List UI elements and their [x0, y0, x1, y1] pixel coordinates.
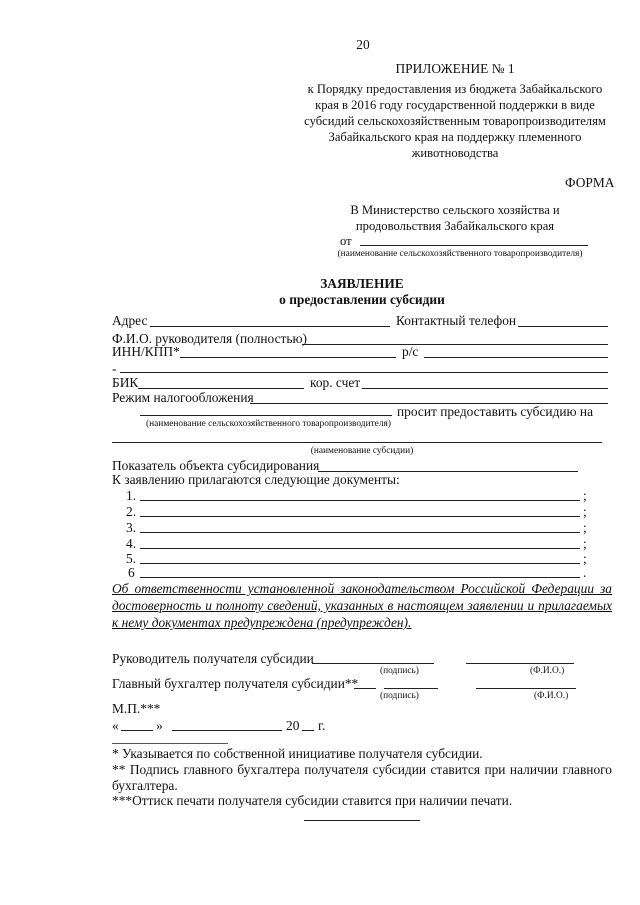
- doc-field[interactable]: [140, 532, 580, 533]
- doc-number: 3.: [126, 520, 137, 535]
- inn-field[interactable]: [180, 357, 396, 358]
- extra-field[interactable]: [120, 372, 608, 373]
- doc-semicolon: ;: [583, 488, 587, 503]
- footnote: ** Подпись главного бухгалтера получателя субсидии ставится при наличии главного бухгалтера.: [112, 762, 612, 793]
- doc-semicolon: ;: [583, 504, 587, 519]
- appendix-line: Забайкальского края на поддержку племенного: [328, 130, 582, 144]
- accountant-signature-field[interactable]: [354, 688, 376, 689]
- tax-label: Режим налогообложения: [112, 390, 254, 405]
- statement-subtitle: о предоставлении субсидии: [279, 292, 445, 307]
- bik-field[interactable]: [138, 388, 304, 389]
- requests-text: просит предоставить субсидию на: [397, 404, 594, 419]
- doc-number: 4.: [126, 536, 137, 551]
- bik-label: БИК: [112, 375, 139, 390]
- producer-field[interactable]: [140, 415, 392, 416]
- date-year-field[interactable]: [302, 730, 314, 731]
- doc-semicolon: ;: [583, 536, 587, 551]
- date-year-prefix: 20: [286, 718, 300, 733]
- bottom-separator: [304, 820, 420, 821]
- sign-hint: (подпись): [380, 666, 419, 676]
- account-field[interactable]: [424, 357, 608, 358]
- date-year-suffix: г.: [318, 718, 326, 733]
- doc-number: 6: [128, 565, 135, 580]
- appendix-title: ПРИЛОЖЕНИЕ № 1: [395, 61, 515, 76]
- doc-semicolon: ;: [583, 551, 587, 566]
- account-label: р/с: [402, 344, 419, 359]
- appendix-line: субсидий сельскохозяйственным товаропроизводителям: [304, 114, 606, 128]
- address-label: Адрес: [112, 313, 148, 328]
- footnote-separator: [112, 743, 228, 744]
- doc-field[interactable]: [140, 516, 580, 517]
- doc-number: 2.: [126, 504, 137, 519]
- accountant-signature-label: Главный бухгалтер получателя субсидии**: [112, 676, 359, 691]
- head-name-sign-field[interactable]: [466, 663, 574, 664]
- appendix-line: к Порядку предоставления из бюджета Забайкальского: [307, 82, 603, 96]
- sign-hint: (подпись): [380, 691, 419, 701]
- head-name-field[interactable]: [302, 344, 608, 345]
- addressee-line: В Министерство сельского хозяйства и: [350, 203, 560, 217]
- corr-field[interactable]: [362, 388, 608, 389]
- corr-label: кор. счет: [310, 375, 361, 390]
- doc-period: .: [583, 565, 587, 580]
- doc-field[interactable]: [140, 577, 580, 578]
- attached-label: К заявлению прилагаются следующие документы:: [112, 472, 400, 487]
- doc-number: 5.: [126, 551, 137, 566]
- from-label: от: [340, 234, 352, 248]
- responsibility-text: Об ответственности установленной законодательством Российской Федерации за достоверность и полноту сведений, указанных в настоящем заявлении и прилагаемых к нему документах предупреждена (предупрежден).: [112, 581, 612, 630]
- footnote: ***Оттиск печати получателя субсидии ставится при наличии печати.: [112, 793, 513, 808]
- indicator-label: Показатель объекта субсидирования: [112, 458, 320, 473]
- name-hint: (Ф.И.О.): [534, 691, 569, 701]
- head-signature-field[interactable]: [312, 663, 434, 664]
- doc-semicolon: ;: [583, 520, 587, 535]
- footnote: * Указывается по собственной инициативе получателя субсидии.: [112, 746, 483, 761]
- date-month-field[interactable]: [172, 730, 282, 731]
- date-day-field[interactable]: [121, 730, 153, 731]
- from-field[interactable]: [360, 245, 588, 246]
- appendix-line: края в 2016 году государственной поддержки в виде: [315, 98, 595, 112]
- addressee-line: продовольствия Забайкальского края: [355, 219, 555, 233]
- date-open-quote: «: [112, 718, 119, 733]
- stamp-label: М.П.***: [112, 701, 161, 716]
- subsidy-field[interactable]: [112, 442, 602, 443]
- dash-mark: -: [112, 361, 117, 376]
- head-name-label: Ф.И.О. руководителя (полностью): [112, 331, 307, 346]
- name-hint: (Ф.И.О.): [530, 666, 565, 676]
- phone-label: Контактный телефон: [396, 313, 517, 328]
- page-number: 20: [356, 37, 370, 52]
- date-close-quote: »: [156, 718, 163, 733]
- doc-number: 1.: [126, 488, 137, 503]
- doc-field[interactable]: [140, 563, 580, 564]
- from-hint: (наименование сельскохозяйственного товаропроизводителя): [337, 249, 583, 259]
- address-field[interactable]: [150, 326, 390, 327]
- statement-title: ЗАЯВЛЕНИЕ: [320, 276, 404, 291]
- subsidy-hint: (наименование субсидии): [310, 446, 414, 456]
- doc-field[interactable]: [140, 500, 580, 501]
- inn-label: ИНН/КПП*: [112, 344, 180, 359]
- accountant-name-field[interactable]: [476, 688, 576, 689]
- accountant-signature-field-2[interactable]: [384, 688, 438, 689]
- appendix-line: животноводства: [411, 146, 499, 160]
- doc-field[interactable]: [140, 548, 580, 549]
- phone-field[interactable]: [518, 326, 608, 327]
- producer-hint: (наименование сельскохозяйственного товаропроизводителя): [146, 419, 391, 429]
- head-signature-label: Руководитель получателя субсидии: [112, 651, 314, 666]
- form-label: ФОРМА: [565, 175, 615, 190]
